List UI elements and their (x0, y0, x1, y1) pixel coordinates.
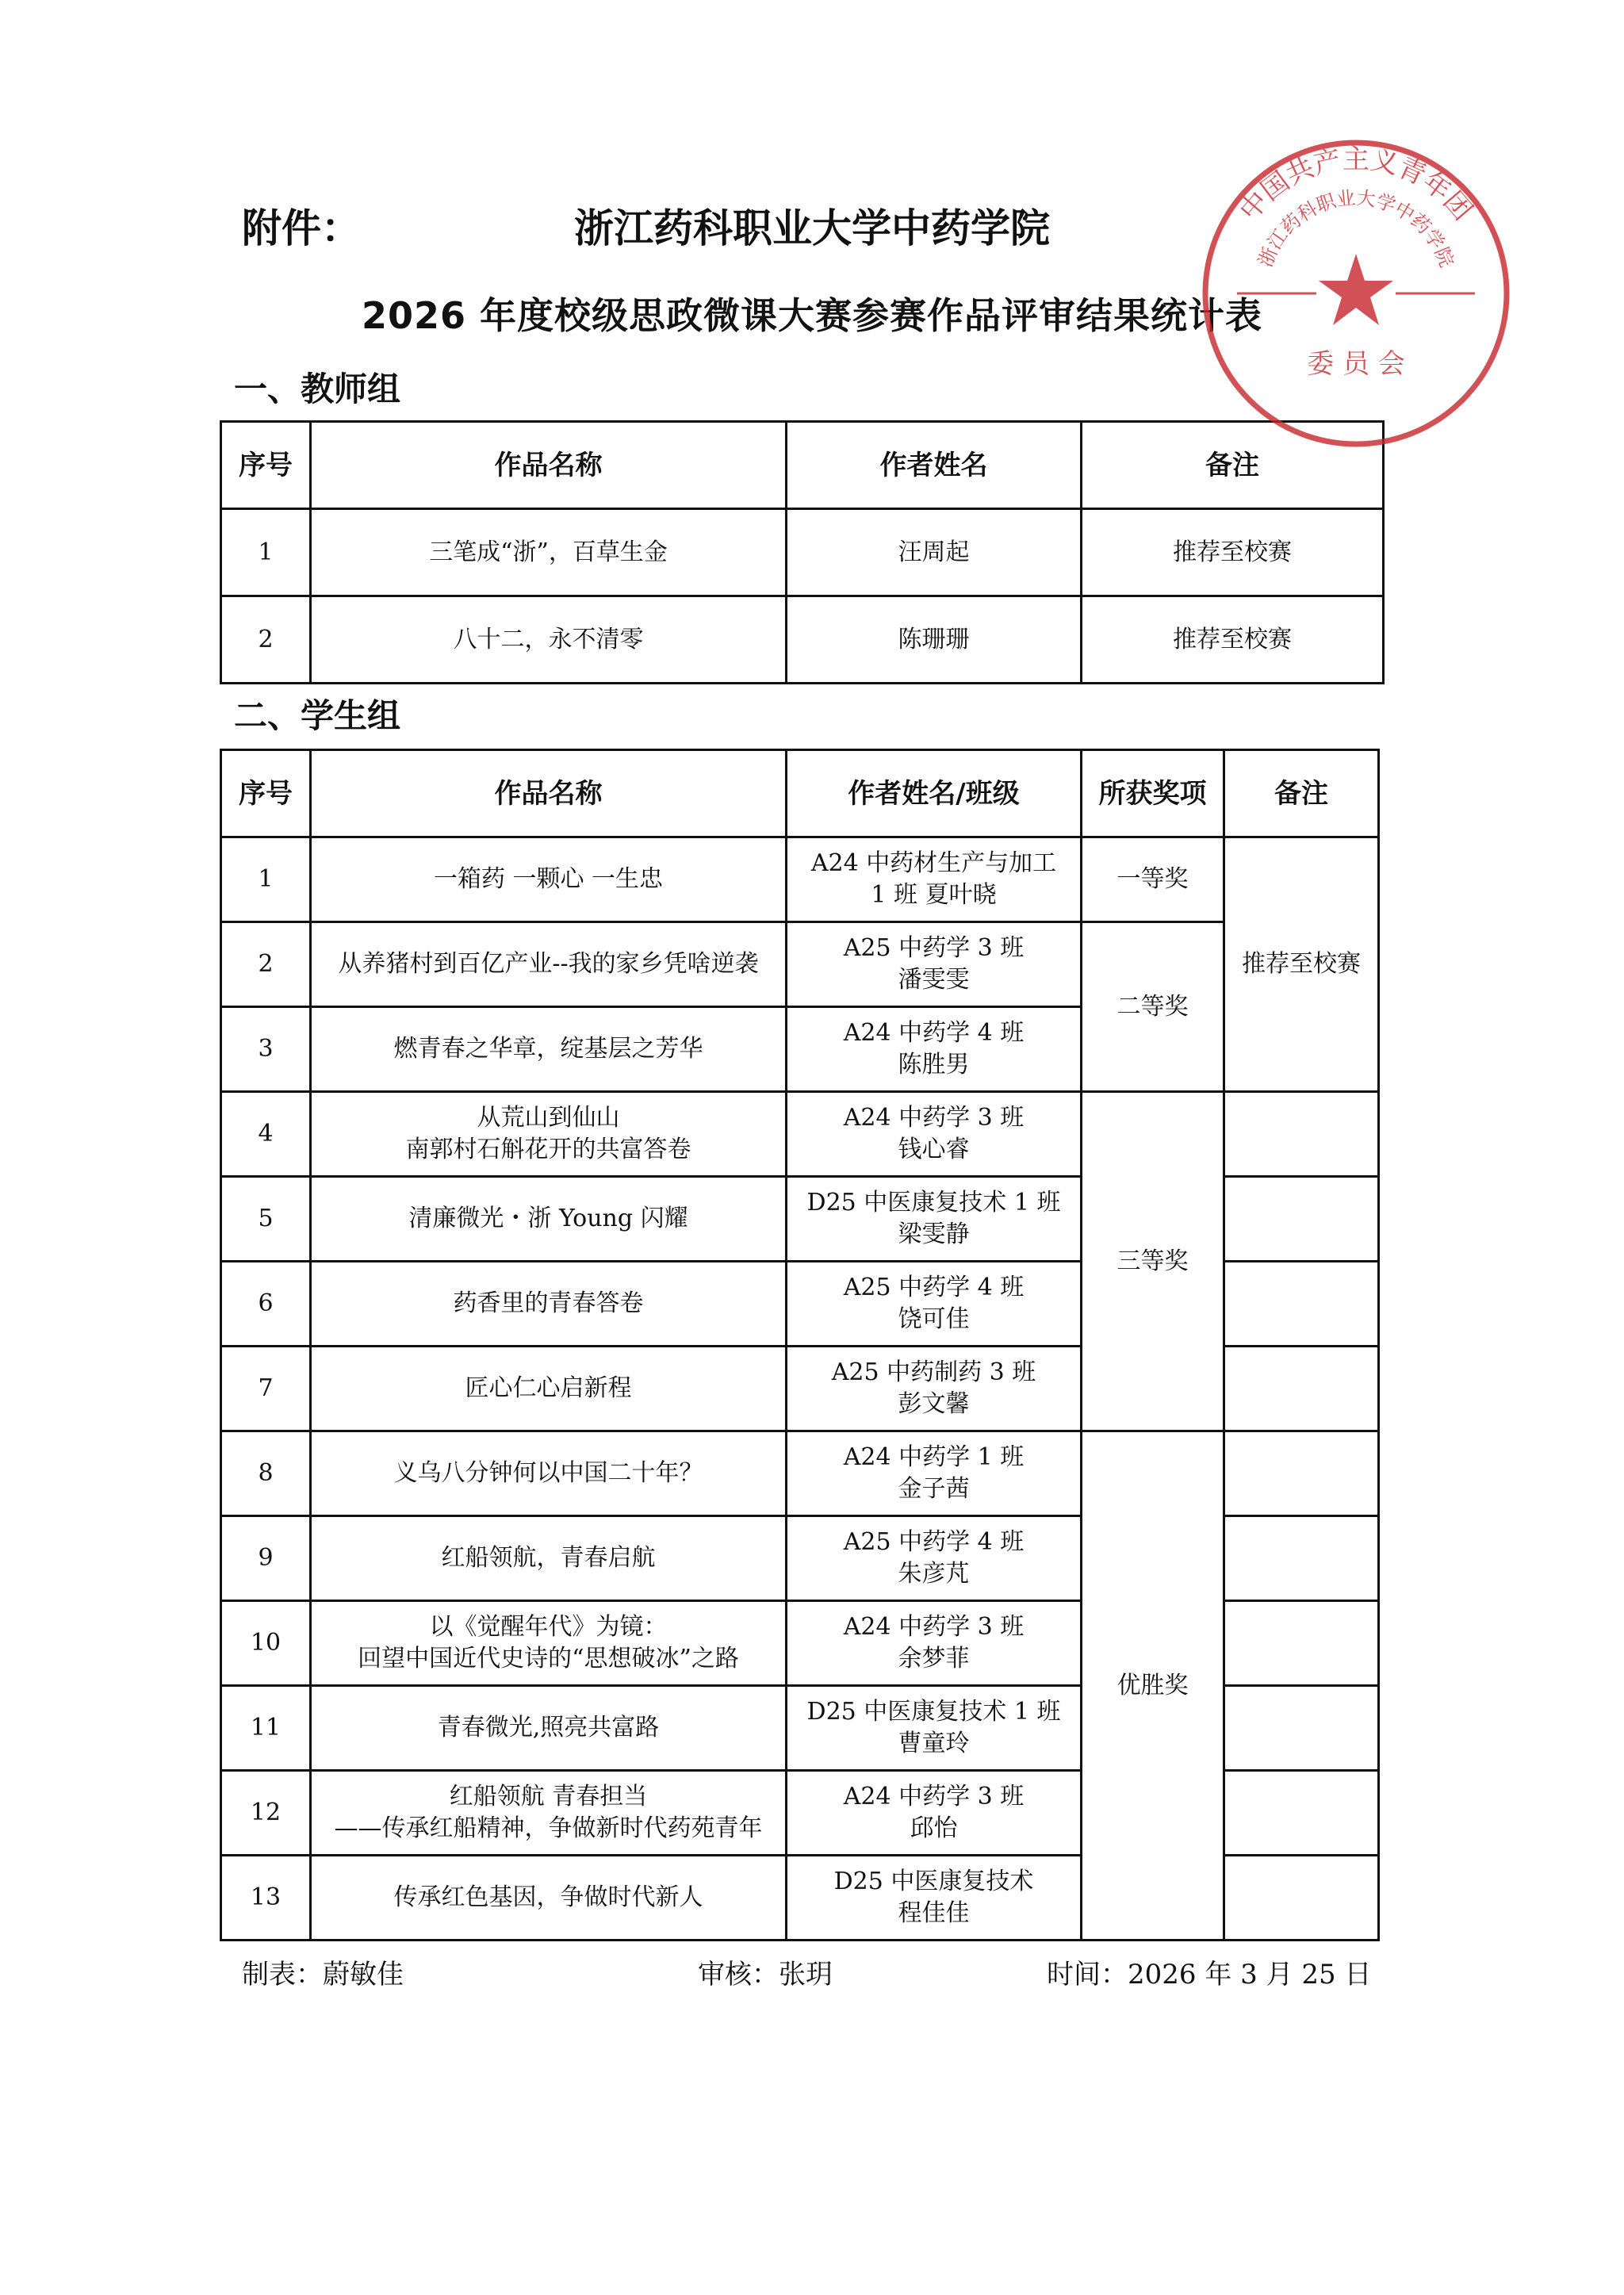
work-title (311, 1771, 787, 1856)
class-name: A25 中药学 4 班 (843, 1528, 1025, 1556)
award-cell: 三等奖 (1082, 1092, 1224, 1431)
author-class (787, 1092, 1082, 1177)
student-name: 金子茜 (898, 1475, 970, 1503)
class-name: A25 中药学 3 班 (843, 934, 1025, 962)
column-header: 序号 (221, 750, 311, 837)
work-title-line: 药香里的青春答卷 (453, 1289, 644, 1317)
remark-cell (1224, 1347, 1379, 1431)
class-name: A25 中药学 4 班 (843, 1274, 1025, 1301)
student-name: 曹童玲 (898, 1730, 970, 1757)
star-icon (1319, 254, 1393, 325)
work-title (311, 1347, 787, 1431)
student-name: 朱彦芃 (898, 1560, 970, 1588)
work-title-line: 燃青春之华章，绽基层之芳华 (393, 1035, 703, 1063)
work-title-line: 红船领航，青春启航 (441, 1544, 656, 1572)
author-class (787, 1686, 1082, 1771)
work-title (311, 1601, 787, 1686)
student-name: 彭文馨 (898, 1390, 970, 1418)
author-class (787, 1431, 1082, 1516)
remark: 推荐至校赛 (1082, 509, 1384, 596)
row-number: 1 (221, 509, 311, 596)
footer-date: 时间：2026 年 3 月 25 日 (1047, 1959, 1372, 1990)
work-title-line: 回望中国近代史诗的“思想破冰”之路 (358, 1645, 739, 1672)
work-title-line: 从荒山到仙山 (477, 1104, 620, 1132)
student-name: 钱心睿 (898, 1136, 970, 1163)
work-title-line: 一箱药 一颗心 一生忠 (433, 865, 664, 893)
class-name: D25 中医康复技术 1 班 (806, 1698, 1061, 1726)
column-header: 所获奖项 (1082, 750, 1224, 837)
work-title: 三笔成“浙”，百草生金 (311, 509, 787, 596)
work-title (311, 1516, 787, 1601)
class-name: A24 中药材生产与加工 (810, 849, 1057, 877)
remark-cell (1224, 1856, 1379, 1941)
student-name: 饶可佳 (898, 1305, 970, 1333)
work-title-line: 以《觉醒年代》为镜： (429, 1613, 668, 1641)
remark-cell (1224, 1516, 1379, 1601)
work-title (311, 1431, 787, 1516)
author-class (787, 1262, 1082, 1347)
work-title-line: 青春微光,照亮共富路 (437, 1714, 660, 1741)
row-number: 3 (221, 1007, 311, 1092)
class-name: A24 中药学 1 班 (843, 1443, 1025, 1471)
work-title (311, 837, 787, 922)
author-class (787, 1347, 1082, 1431)
student-section-heading: 二、学生组 (234, 696, 401, 735)
work-title-line: ——传承红船精神，争做新时代药苑青年 (334, 1814, 763, 1842)
column-header: 序号 (221, 422, 311, 509)
column-header: 备注 (1082, 422, 1384, 509)
table-header-row (221, 750, 1379, 837)
work-title-line: 清廉微光・浙 Young 闪耀 (408, 1205, 688, 1232)
teacher-section-heading: 一、教师组 (234, 370, 401, 408)
remark-cell (1224, 1092, 1379, 1177)
table-row (221, 1431, 1379, 1516)
student-name: 陈胜男 (898, 1051, 970, 1079)
student-name: 1 班 夏叶晓 (871, 881, 997, 909)
row-number: 7 (221, 1347, 311, 1431)
row-number: 5 (221, 1177, 311, 1262)
remark-cell (1224, 1771, 1379, 1856)
footer-reviewer: 审核：张玥 (698, 1959, 833, 1990)
remark-cell (1224, 1686, 1379, 1771)
table-row (221, 509, 1384, 596)
author-name: 汪周起 (787, 509, 1082, 596)
row-number: 11 (221, 1686, 311, 1771)
remark-cell (1224, 1177, 1379, 1262)
award-cell: 一等奖 (1082, 837, 1224, 922)
seal-bottom-text: 委 员 会 (1307, 348, 1405, 380)
row-number: 1 (221, 837, 311, 922)
author-class (787, 1516, 1082, 1601)
award-cell: 二等奖 (1082, 922, 1224, 1092)
class-name: A24 中药学 4 班 (843, 1019, 1025, 1047)
work-title (311, 922, 787, 1007)
table-row (221, 596, 1384, 684)
work-title-line: 传承红色基因，争做时代新人 (393, 1883, 703, 1911)
author-class (787, 1601, 1082, 1686)
author-class (787, 837, 1082, 922)
student-name: 梁雯静 (898, 1220, 970, 1248)
student-name: 程佳佳 (898, 1899, 970, 1927)
seal-outer-text: 中国共产主义青年团 (1233, 144, 1479, 227)
table-row (221, 1092, 1379, 1177)
remark-cell (1224, 1262, 1379, 1347)
row-number: 9 (221, 1516, 311, 1601)
work-title-line: 红船领航 青春担当 (449, 1783, 648, 1810)
table-row (221, 922, 1379, 1007)
class-name: D25 中医康复技术 1 班 (806, 1189, 1061, 1216)
work-title (311, 1262, 787, 1347)
remark-cell (1224, 1431, 1379, 1516)
document-title: 2026 年度校级思政微课大赛参赛作品评审结果统计表 (361, 294, 1263, 337)
author-class (787, 1856, 1082, 1941)
class-name: A24 中药学 3 班 (843, 1613, 1025, 1641)
student-name: 邱怡 (910, 1814, 958, 1842)
row-number: 10 (221, 1601, 311, 1686)
row-number: 4 (221, 1092, 311, 1177)
class-name: A24 中药学 3 班 (843, 1783, 1025, 1810)
work-title (311, 1092, 787, 1177)
author-class (787, 1177, 1082, 1262)
row-number: 13 (221, 1856, 311, 1941)
class-name: D25 中医康复技术 (833, 1868, 1034, 1895)
author-class (787, 1771, 1082, 1856)
work-title (311, 1177, 787, 1262)
row-number: 12 (221, 1771, 311, 1856)
work-title (311, 1007, 787, 1092)
column-header: 作品名称 (311, 750, 787, 837)
work-title-line: 南郭村石斛花开的共富答卷 (405, 1136, 691, 1163)
row-number: 8 (221, 1431, 311, 1516)
author-class (787, 1007, 1082, 1092)
table-row (221, 837, 1379, 922)
work-title (311, 1856, 787, 1941)
column-header: 备注 (1224, 750, 1379, 837)
attachment-label: 附件： (242, 205, 361, 251)
teacher-table (220, 420, 1385, 684)
work-title: 八十二，永不清零 (311, 596, 787, 684)
student-name: 余梦菲 (898, 1645, 970, 1672)
work-title-line: 匠心仁心启新程 (465, 1374, 632, 1402)
school-name: 浙江药科职业大学中药学院 (574, 205, 1050, 251)
work-title-line: 从养猪村到百亿产业--我的家乡凭啥逆袭 (338, 950, 759, 978)
student-name: 潘雯雯 (898, 966, 970, 994)
row-number: 2 (221, 596, 311, 684)
footer-maker: 制表：蔚敏佳 (242, 1959, 404, 1990)
official-seal (1197, 135, 1515, 452)
column-header: 作者姓名/班级 (787, 750, 1082, 837)
class-name: A24 中药学 3 班 (843, 1104, 1025, 1132)
seal-inner-text: 浙江药科职业大学中药学院 (1254, 186, 1458, 270)
row-number: 2 (221, 922, 311, 1007)
row-number: 6 (221, 1262, 311, 1347)
work-title (311, 1686, 787, 1771)
award-cell: 优胜奖 (1082, 1431, 1224, 1941)
work-title-line: 义乌八分钟何以中国二十年？ (393, 1459, 703, 1487)
remark-cell (1224, 1601, 1379, 1686)
column-header: 作者姓名 (787, 422, 1082, 509)
remark: 推荐至校赛 (1082, 596, 1384, 684)
remark-cell: 推荐至校赛 (1224, 837, 1379, 1092)
student-table (220, 749, 1380, 1941)
class-name: A25 中药制药 3 班 (831, 1358, 1036, 1386)
author-name: 陈珊珊 (787, 596, 1082, 684)
column-header: 作品名称 (311, 422, 787, 509)
author-class (787, 922, 1082, 1007)
